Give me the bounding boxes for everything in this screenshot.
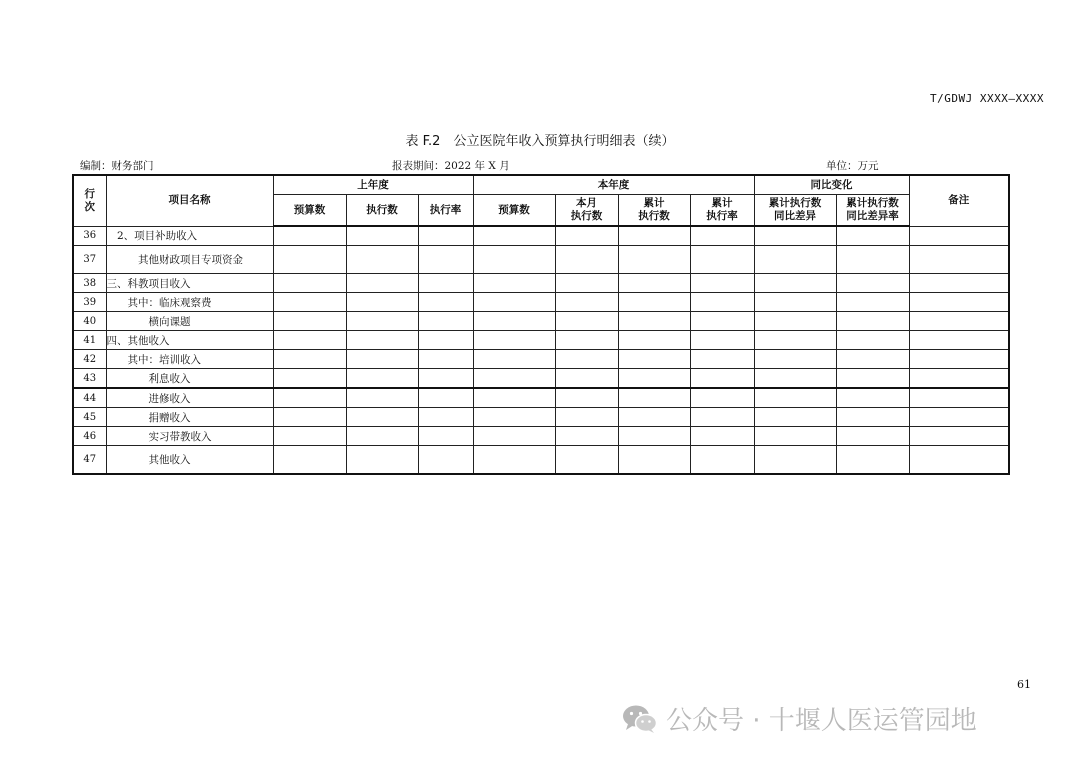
row-item-name: 进修收入	[106, 388, 273, 408]
table-row	[73, 427, 1009, 446]
header-prev-budget: 预算数	[273, 195, 346, 227]
page-number: 61	[1017, 678, 1031, 691]
table-row	[73, 293, 1009, 312]
row-number: 46	[73, 427, 106, 446]
header-cum-rate: 累计 执行率	[690, 195, 754, 227]
header-yoy-exec-diff: 累计执行数 同比差异	[754, 195, 836, 227]
row-item-name: 利息收入	[106, 369, 273, 389]
unit-label: 单位：万元	[826, 160, 879, 172]
row-number: 39	[73, 293, 106, 312]
header-item-name: 项目名称	[106, 175, 273, 226]
header-prev-exec: 执行数	[346, 195, 418, 227]
row-item-name: 三、科教项目收入	[106, 274, 273, 293]
header-row-no: 行 次	[73, 175, 106, 226]
header-remarks: 备注	[909, 175, 1009, 226]
watermark-text: 公众号 · 十堰人医运管园地	[666, 706, 977, 736]
table-row	[73, 369, 1009, 389]
table-row	[73, 331, 1009, 350]
header-this-year: 本年度	[473, 175, 754, 195]
table-row	[73, 350, 1009, 369]
standard-code: T/GDWJ XXXX—XXXX	[930, 92, 1044, 105]
row-number: 37	[73, 246, 106, 274]
row-item-name: 2、项目补助收入	[106, 226, 273, 246]
header-cur-month-exec: 本月 执行数	[555, 195, 618, 227]
row-item-name: 四、其他收入	[106, 331, 273, 350]
table-row	[73, 226, 1009, 246]
header-prev-year: 上年度	[273, 175, 473, 195]
table-title: 表 F.2 公立医院年收入预算执行明细表（续）	[405, 134, 675, 149]
wechat-icon	[622, 704, 658, 734]
row-number: 36	[73, 226, 106, 246]
row-item-name: 捐赠收入	[106, 408, 273, 427]
header-prev-rate: 执行率	[418, 195, 473, 227]
row-number: 42	[73, 350, 106, 369]
row-item-name: 其中：培训收入	[106, 350, 273, 369]
header-cur-budget: 预算数	[473, 195, 555, 227]
row-item-name: 横向课题	[106, 312, 273, 331]
row-number: 43	[73, 369, 106, 389]
table-row	[73, 408, 1009, 427]
row-number: 47	[73, 446, 106, 475]
row-number: 41	[73, 331, 106, 350]
table-row	[73, 246, 1009, 274]
header-yoy-rate-diff: 累计执行数 同比差异率	[836, 195, 909, 227]
header-yoy-change: 同比变化	[754, 175, 909, 195]
row-item-name: 其中：临床观察费	[106, 293, 273, 312]
row-number: 38	[73, 274, 106, 293]
table-row	[73, 274, 1009, 293]
header-cum-exec: 累计 执行数	[618, 195, 690, 227]
row-item-name: 其他收入	[106, 446, 273, 475]
row-number: 45	[73, 408, 106, 427]
compiler-label: 编制：财务部门	[80, 160, 154, 172]
row-number: 40	[73, 312, 106, 331]
row-item-name: 其他财政项目专项资金	[106, 246, 273, 274]
budget-execution-table	[72, 174, 1010, 475]
row-number: 44	[73, 388, 106, 408]
table-row	[73, 388, 1009, 408]
table-row	[73, 446, 1009, 475]
row-item-name: 实习带教收入	[106, 427, 273, 446]
table-row	[73, 312, 1009, 331]
report-period-label: 报表期间：2022 年 X 月	[392, 160, 510, 172]
watermark	[622, 700, 977, 737]
